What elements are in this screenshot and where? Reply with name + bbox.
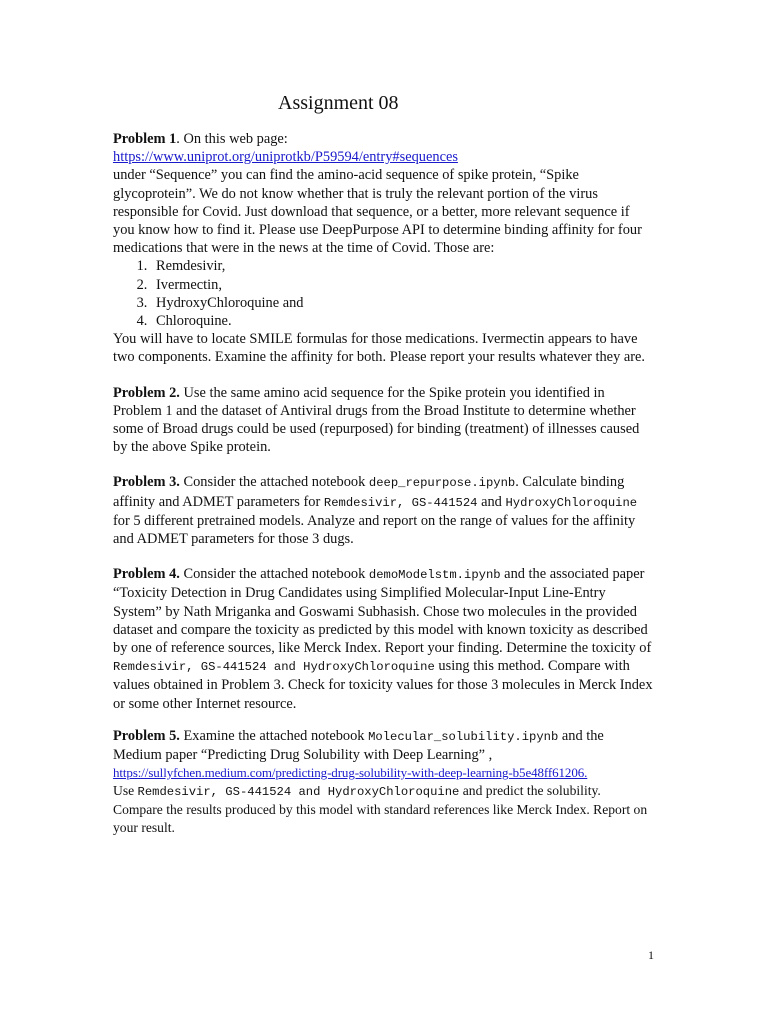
problem-5 (113, 727, 653, 837)
document-body (113, 130, 653, 837)
problem-1-intro (113, 130, 653, 148)
problem-5-label: Problem 5. (113, 727, 180, 744)
problem-4-text-part: Consider the attached notebook (179, 566, 369, 583)
problem-3-text-part: . Calculate binding affinity and ADMET parameters for (113, 474, 625, 510)
problem-4-text-part: using this method. Compare with values obtained in Problem 3. Check for toxicity values for those 3 molecules in Merck Index or some other Internet resource. (113, 658, 653, 712)
problem-3-text-part: for 5 different pretrained models. Analyze and report on the range of values for the affinity and ADMET parameters for those 3 dugs. (113, 512, 636, 548)
problem-3 (113, 473, 653, 548)
uniprot-link[interactable]: https://www.uniprot.org/uniprotkb/P59594/entry#sequences (113, 149, 458, 166)
notebook-name: Molecular_solubility.ipynb (368, 729, 559, 744)
problem-5-text-part: and predict the solubility. Compare the results produced by this model with standard references like Merck Index. Report on your result. (113, 783, 648, 836)
problem-3-text-part: Consider the attached notebook (179, 474, 369, 491)
medication-item: 4. Chloroquine. (151, 312, 653, 330)
problem-5-text-part: Use (113, 783, 138, 799)
problem-1-text: under “Sequence” you can find the amino-acid sequence of spike protein, “Spike glycoprotein”. We do not know whether that is truly the relevant portion of the virus responsible for Covid. Just download that sequence, or a better, more relevant sequence if you know how to find it. Please use DeepPurpose API to determine binding affinity for four medications that were in the news at the time of Covid. Those are: (113, 167, 642, 257)
problem-1-url-line (113, 148, 653, 166)
problem-2-label: Problem 2. (113, 384, 180, 401)
problem-3-label: Problem 3. (113, 474, 180, 491)
problem-5-text (113, 727, 653, 764)
molecule-names: Remdesivir, GS-441524 and HydroxyChloroquine (113, 660, 435, 675)
problem-5-text-2 (113, 782, 653, 837)
molecule-names: Remdesivir, GS-441524 and HydroxyChloroquine (137, 785, 460, 800)
problem-1 (113, 130, 653, 367)
problem-5-text-part: Examine the attached notebook (179, 727, 369, 744)
problem-5-url-line (113, 764, 653, 782)
problem-5-text-part: and the Medium paper “Predicting Drug Solubility with Deep Learning” , (113, 727, 604, 764)
problem-1-lead: . On this web page: (176, 131, 288, 147)
medications-list (113, 257, 653, 330)
problem-2 (113, 384, 653, 457)
notebook-name: deep_repurpose.ipynb (368, 476, 516, 491)
molecule-names: Remdesivir, GS-441524 (323, 495, 478, 510)
problem-3-text-part: and (477, 493, 506, 510)
problem-4-label: Problem 4. (113, 566, 180, 583)
problem-4 (113, 565, 653, 713)
medium-article-link[interactable]: https://sullyfchen.medium.com/predicting-drug-solubility-with-deep-learning-b5e48ff61206. (113, 765, 588, 781)
problem-2-text (113, 384, 653, 457)
problem-4-text (113, 565, 653, 713)
problem-1-label: Problem 1 (113, 131, 177, 147)
medication-item: 1. Remdesivir, (151, 257, 653, 275)
page-title: Assignment 08 (278, 92, 399, 114)
problem-2-body: Use the same amino acid sequence for the Spike protein you identified in Problem 1 and the dataset of Antiviral drugs from the Broad Institute to determine whether some of Broad drugs could be used (repurposed) for binding (treatment) of illnesses caused by the above Spike protein. (113, 384, 640, 456)
page-number: 1 (648, 948, 654, 962)
medication-item: 3. HydroxyChloroquine and (151, 294, 653, 312)
medication-item: 2. Ivermectin, (151, 276, 653, 294)
problem-4-text-part: and the associated paper “Toxicity Detection in Drug Candidates using Simplified Molecular-Input Line-Entry System” by Nath Mriganka and Goswami Subhasish. Chose two molecules in the provided dataset and compare the toxicity as predicted by this model with known toxicity as described by one of reference sources, like Merck Index. Report your finding. Determine the toxicity of (113, 566, 652, 657)
notebook-name: demoModelstm.ipynb (368, 568, 501, 583)
problem-1-text-2: You will have to locate SMILE formulas for those medications. Ivermectin appears to have two components. Examine the affinity for both. Please report your results whatever they are. (113, 331, 646, 366)
molecule-name: HydroxyChloroquine (505, 495, 638, 510)
problem-3-text (113, 473, 653, 548)
